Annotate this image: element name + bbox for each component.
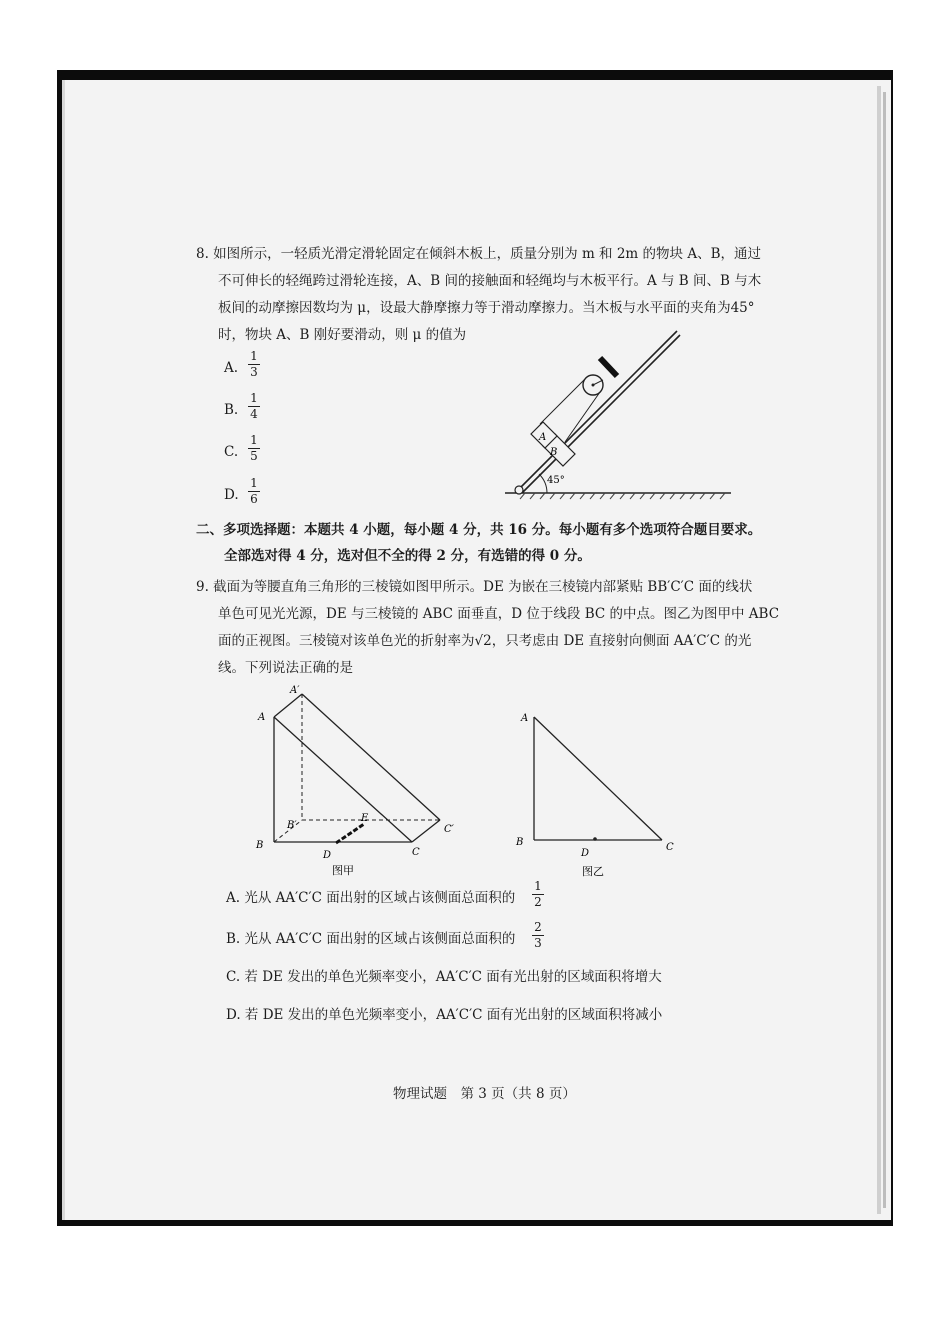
numerator: 1 xyxy=(250,433,258,447)
q9-option-a[interactable]: A. 光从 AA′C′C 面出射的区域占该侧面总面积的 xyxy=(226,890,516,906)
denominator: 5 xyxy=(250,449,258,463)
q8-figure-incline xyxy=(495,328,745,503)
denominator: 2 xyxy=(534,895,542,909)
fig2-label-b: B xyxy=(516,837,524,848)
q8-option-b-label[interactable]: B. xyxy=(224,402,239,418)
fig1-label-a2: A′ xyxy=(290,685,300,696)
q9-option-b[interactable]: B. 光从 AA′C′C 面出射的区域占该侧面总面积的 xyxy=(226,931,516,947)
q8-option-c-fraction xyxy=(247,434,261,463)
q9-option-b-fraction xyxy=(531,921,545,950)
fig1-label-e: E xyxy=(361,813,369,824)
q9-stem-line-4: 线。下列说法正确的是 xyxy=(218,660,353,676)
q9-option-a-fraction xyxy=(531,880,545,909)
numerator: 1 xyxy=(250,391,258,405)
fig2-label-c: C xyxy=(666,842,674,853)
section-2-rules: 全部选对得 4 分，选对但不全的得 2 分，有选错的得 0 分。 xyxy=(224,548,591,564)
q8-option-a-label[interactable]: A. xyxy=(224,360,239,376)
q8-option-c-label[interactable]: C. xyxy=(224,444,239,460)
q9-option-c[interactable]: C. 若 DE 发出的单色光频率变小，AA′C′C 面有光出射的区域面积将增大 xyxy=(226,969,662,985)
fig1-label-c2: C′ xyxy=(444,824,454,835)
q8-stem-line-3: 板间的动摩擦因数均为 μ，设最大静摩擦力等于滑动摩擦力。当木板与水平面的夹角为45° xyxy=(218,300,755,316)
fig1-label-c: C xyxy=(412,847,420,858)
q8-stem-line-1: 8. 如图所示，一轻质光滑定滑轮固定在倾斜木板上，质量分别为 m 和 2m 的物块 A、B，通过 xyxy=(196,246,761,262)
fig1-label-d: D xyxy=(323,850,332,861)
q8-figure-label-a: A xyxy=(539,432,547,443)
page-edge xyxy=(883,92,886,1208)
q8-option-d-fraction xyxy=(247,477,261,506)
denominator: 6 xyxy=(250,492,258,506)
page-edge xyxy=(877,86,881,1214)
q8-stem-line-2: 不可伸长的轻绳跨过滑轮连接，A、B 间的接触面和轻绳均与木板平行。A 与 B 间、B 与木 xyxy=(218,273,762,289)
q8-option-d-label[interactable]: D. xyxy=(224,487,239,503)
fig2-caption: 图乙 xyxy=(582,865,604,878)
fig1-caption: 图甲 xyxy=(332,864,354,877)
q8-stem-line-4: 时，物块 A、B 刚好要滑动，则 μ 的值为 xyxy=(218,327,467,343)
fig1-label-b: B xyxy=(256,840,264,851)
q9-stem-line-2: 单色可见光光源，DE 与三棱镜的 ABC 面垂直，D 位于线段 BC 的中点。图乙为图甲中 ABC xyxy=(218,606,780,622)
q8-option-b-fraction xyxy=(247,392,261,421)
denominator: 3 xyxy=(250,365,258,379)
numerator: 2 xyxy=(534,920,542,934)
page-footer: 物理试题 第 3 页（共 8 页） xyxy=(393,1086,576,1102)
q9-stem-line-1: 9. 截面为等腰直角三角形的三棱镜如图甲所示。DE 为嵌在三棱镜内部紧贴 BB′C′C 面的线状 xyxy=(196,579,753,595)
q8-figure-label-b: B xyxy=(550,447,558,458)
q9-figure-front-view xyxy=(510,705,695,880)
q9-stem-line-3: 面的正视图。三棱镜对该单色光的折射率为√2，只考虑由 DE 直接射向侧面 AA′C′C 的光 xyxy=(218,633,752,649)
fig1-label-b2: B′ xyxy=(287,820,297,831)
q9-option-d[interactable]: D. 若 DE 发出的单色光频率变小，AA′C′C 面有光出射的区域面积将减小 xyxy=(226,1007,663,1023)
fig2-label-d: D xyxy=(581,848,590,859)
fig1-label-a: A xyxy=(258,712,266,723)
q9-figure-prism xyxy=(250,680,465,880)
numerator: 1 xyxy=(250,476,258,490)
numerator: 1 xyxy=(250,349,258,363)
q8-option-a-fraction xyxy=(247,350,261,379)
q8-figure-angle: 45° xyxy=(547,475,565,486)
denominator: 3 xyxy=(534,936,542,950)
denominator: 4 xyxy=(250,407,258,421)
fig2-label-a: A xyxy=(521,713,529,724)
section-2-title: 二、多项选择题：本题共 4 小题，每小题 4 分，共 16 分。每小题有多个选项符合题目要求。 xyxy=(196,522,762,538)
numerator: 1 xyxy=(534,879,542,893)
